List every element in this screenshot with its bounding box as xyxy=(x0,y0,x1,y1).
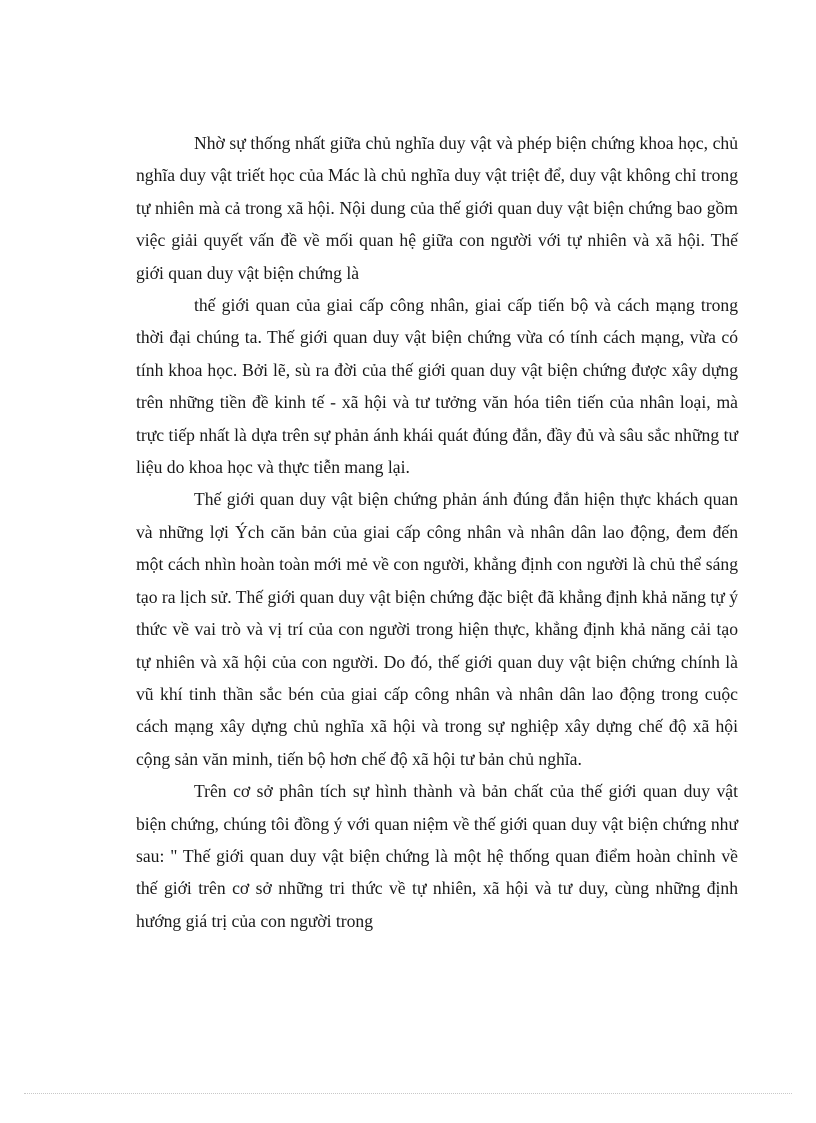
page-bottom-divider xyxy=(24,1093,792,1094)
paragraph-2: thế giới quan của giai cấp công nhân, giai cấp tiến bộ và cách mạng trong thời đại chúng ta. Thế giới quan duy vật biện chứng vừa có tính cách mạng, vừa có tính khoa học. Bởi lẽ, sù ra đời của thế giới quan duy vật biện chứng được xây dựng trên những tiền đề kinh tế - xã hội và tư tưởng văn hóa tiên tiến của nhân loại, mà trực tiếp nhất là dựa trên sự phản ánh khái quát đúng đắn, đầy đủ và sâu sắc những tư liệu do khoa học và thực tiễn mang lại. xyxy=(136,295,738,478)
paragraph-1: Nhờ sự thống nhất giữa chủ nghĩa duy vật và phép biện chứng khoa học, chủ nghĩa duy vật triết học của Mác là chủ nghĩa duy vật triệt để, duy vật không chỉ trong tự nhiên mà cả trong xã hội. Nội dung của thế giới quan duy vật biện chứng bao gồm việc giải quyết vấn đề về mối quan hệ giữa con người với tự nhiên và xã hội. Thế giới quan duy vật biện chứng là xyxy=(136,133,738,283)
paragraph-3: Thế giới quan duy vật biện chứng phản ánh đúng đắn hiện thực khách quan và những lợi Ých căn bản của giai cấp công nhân và nhân dân lao động, đem đến một cách nhìn hoàn toàn mới mẻ về con người, khẳng định con người là chủ thể sáng tạo ra lịch sử. Thế giới quan duy vật biện chứng đặc biệt đã khẳng định khả năng tự ý thức về vai trò và vị trí của con người trong hiện thực, khẳng định khả năng cải tạo tự nhiên và xã hội của con người. Do đó, thế giới quan duy vật biện chứng chính là vũ khí tinh thần sắc bén của giai cấp công nhân và nhân dân lao động trong cuộc cách mạng xây dựng chủ nghĩa xã hội và trong sự nghiệp xây dựng chế độ xã hội cộng sản văn minh, tiến bộ hơn chế độ xã hội tư bản chủ nghĩa. xyxy=(136,489,738,769)
paragraph-4: Trên cơ sở phân tích sự hình thành và bản chất của thế giới quan duy vật biện chứng, chúng tôi đồng ý với quan niệm về thế giới quan duy vật biện chứng như sau: " Thế giới quan duy vật biện chứng là một hệ thống quan điểm hoàn chỉnh về thế giới trên cơ sở những tri thức về tự nhiên, xã hội và tư duy, cùng những định hướng giá trị của con người trong xyxy=(136,781,738,931)
document-body xyxy=(136,127,738,937)
